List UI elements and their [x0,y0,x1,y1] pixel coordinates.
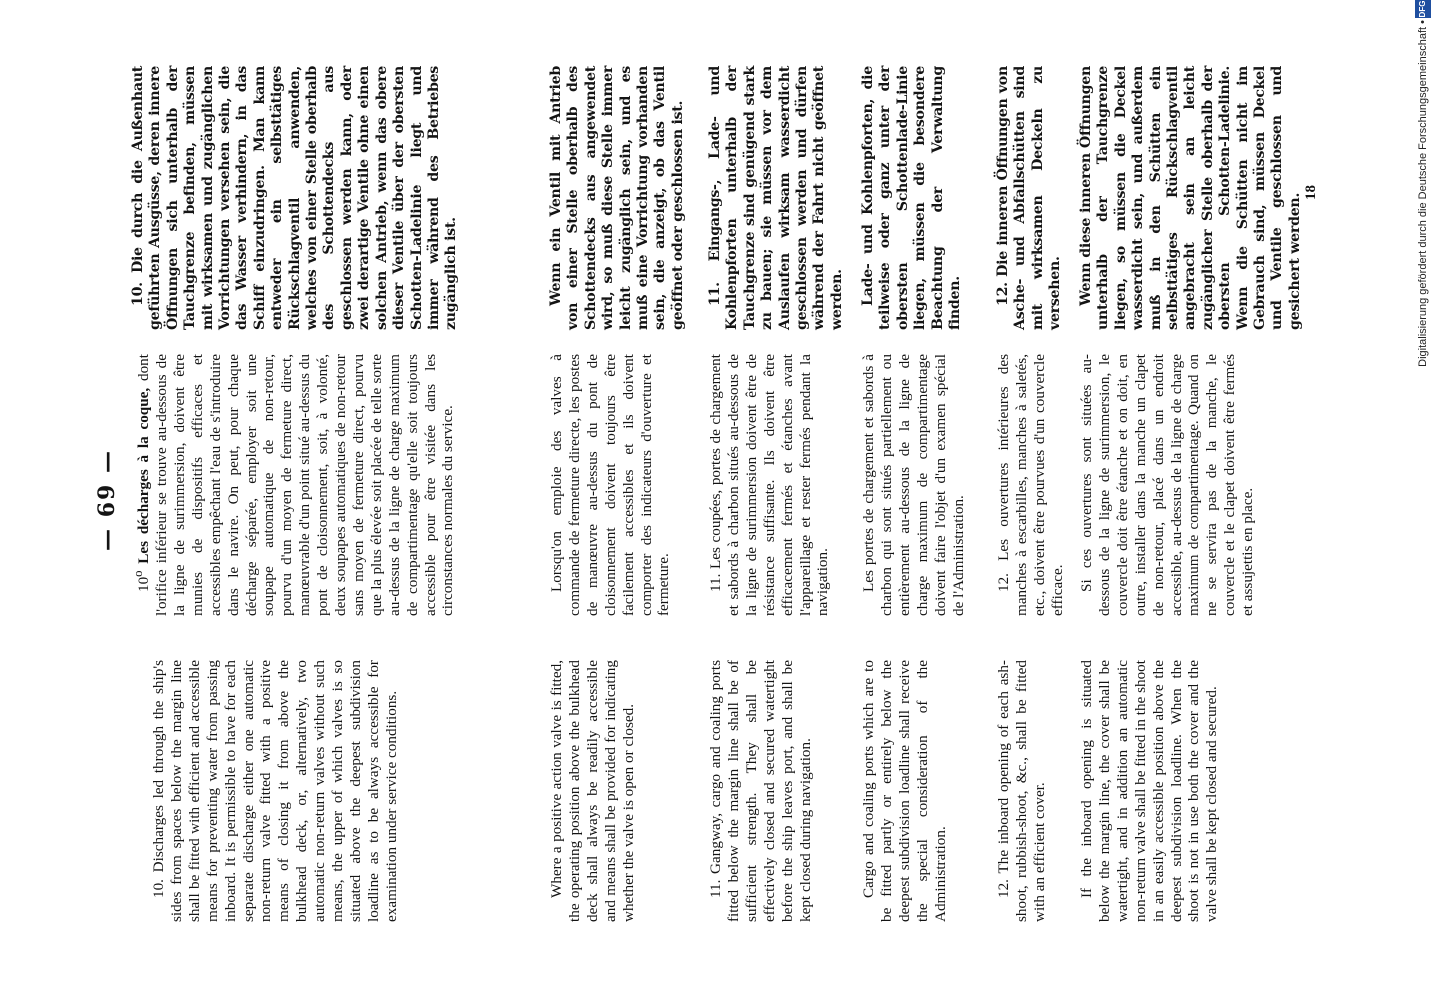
german-text-11: 11. Eingangs-, Lade- und Kohlenpforten unterhalb der Tauchgrenze sind genügend stark zu bauen; sie müssen vor dem Auslaufen wirksam wasserdicht geschlossen werden und dürfen während der Fahrt nicht geöffnet werden. [707,66,845,330]
german-para-12 [995,66,1065,330]
english-text-12b: If the inboard opening is situated below the margin line, the cover shall be watertight, and in addition an automatic non-return valve shall be fitted in the shoot in an easily accessible position above the deepest subdivision loadline. When the shoot is not in use both the cover and the valve shall be kept closed and secured. [1078,660,1221,922]
german-para-11b [860,66,964,330]
english-para-11b [860,660,950,922]
german-text-10 [130,66,461,330]
english-text-11: 11. Gangway, cargo and coaling ports fitted below the margin line shall be of sufficient strength. They shall be effectively closed and secured watertight before the ship leaves port, and shall be kept closed during navigation. [707,660,814,922]
english-para-12b [1078,660,1221,922]
english-text-10b: Where a positive action valve is fitted, the operating position above the bulkhead deck shall always be readily accessible and means shall be provided for indicating whether the valve is open or closed. [548,660,637,922]
french-num-sup-10: o [131,570,145,577]
french-head-10: Les décharges à la coque, [135,387,153,564]
english-text-12: 12. The inboard opening of each ash-shoot, rubbish-shoot, &c., shall be fitted with an efficient cover. [995,660,1048,922]
english-para-10b [548,660,638,922]
french-para-10b [548,354,673,616]
footer-number: 18 [1303,185,1319,200]
german-text-11b: Lade- und Kohlenpforten, die teilweise oder ganz unter der obersten Schottenlade-Linie liegen, müssen die besondere Beachtung der Verwaltung finden. [860,66,964,330]
german-text-12: 12. Die inneren Öffnungen von Asche- und Abfallschütten sind mit wirksamen Deckeln zu versehen. [995,66,1064,330]
english-text-11b: Cargo and coaling ports which are to be fitted partly or entirely below the deepest subdivision loadline shall receive the special consideration of the Administration. [860,660,949,922]
french-text-12b: Si ces ouvertures sont situées au-dessous de la ligne de surimmersion, le couvercle doit être étanche et on doit, en outre, installer dans la manche un clapet de non-retour, placé dans un endroit accessible, au-dessus de la ligne de charge maximum de compartimentage. Quand on ne se servira pas de la manche, le couvercle et le clapet doivent être fermés et assujettis en place. [1078,354,1257,616]
german-head-10: Die durch die Außenhaut geführten Ausgüsse, [130,66,164,330]
french-para-12 [995,354,1067,616]
french-para-10 [130,354,457,616]
french-para-11b [860,354,967,616]
digitization-note [1414,0,1434,1000]
french-text-10 [130,354,457,616]
page-number: — 69 — [94,449,120,551]
dfg-logo-icon: DFG [1415,0,1431,18]
french-num-10: 10 [135,576,153,592]
french-para-11 [707,354,832,616]
english-para-12 [995,660,1049,922]
german-text-10b: Wenn ein Ventil mit Antrieb von einer Stelle oberhalb des Schottendecks aus angewendet wird, so muß diese Stelle immer leicht zugänglich sein, und es muß eine Vorrichtung vorhanden sein, die anzeigt, ob das Ventil geöffnet oder geschlossen ist. [548,66,686,330]
digitization-text: Digitalisierung gefördert durch die Deutsche Forschungsgemeinschaft • [1417,20,1429,367]
german-body-10: deren innere Öffnungen sich unterhalb der Tauchgrenze befinden, müssen mit wirksamen und zugänglichen Vorrichtungen versehen sein, die das Wasser verhindern, in das Schiff einzudringen. Man kann entweder ein selbsttätiges Rückschlagventil anwenden, welches von einer Stelle oberhalb des Schottendecks aus geschlossen werden kann, oder zwei derartige Ventile ohne einen solchen Antrieb, wenn das obere dieser Ventile über der obersten Schotten-Ladelinie liegt und immer während des Betriebes zugänglich ist. [147,66,460,330]
german-text-12b: Wenn diese inneren Öffnungen unterhalb der Tauchgrenze liegen, so müssen die Deckel wasserdicht sein, und außerdem muß in den Schütten ein selbsttätiges Rückschlagventil angebracht sein an leicht zugänglicher Stelle oberhalb der obersten Schotten-Ladelinie. Wenn die Schütten nicht im Gebrauch sind, müssen Deckel und Ventile geschlossen und gesichert werden. [1078,66,1303,330]
german-para-10 [130,66,461,330]
french-text-12: 12. Les ouvertures intérieures des manches à escarbilles, manches à saletés, etc., doivent être pourvues d'un couvercle efficace. [995,354,1066,616]
english-para-11 [707,660,814,922]
german-para-12b [1078,66,1304,330]
german-para-10b [548,66,687,330]
french-text-11b: Les portes de chargement et sabords à charbon qui sont situés partiellement ou entièrement au-dessous de la ligne de charge maximum de compartimentage doivent faire l'objet d'un examen spécial de l'Administration. [860,354,967,616]
french-body-10: dont l'orifice inférieur se trouve au-dessous de la ligne de surimmersion, doivent être munies de dispositifs efficaces et accessibles empêchant l'eau de s'introduire dans le navire. On peut, pour chaque décharge séparée, employer soit une soupape automatique de non-retour, pourvu d'un moyen de fermeture direct, manœuvrable d'un point situé au-dessus du pont de cloisonnement, soit, à volonté, deux soupapes automatiques de non-retour sans moyen de fermeture direct, pourvu que la plus élevée soit placée de telle sorte au-dessus de la ligne de charge maximum de compartimentage qu'elle soit toujours accessible pour être visitée dans les circonstances normales du service. [135,353,457,616]
french-para-12b [1078,354,1257,616]
french-text-11: 11. Les coupées, portes de chargement et sabords à charbon situés au-dessous de la ligne de surimmersion doivent être de résistance suffisante. Ils doivent être efficacement fermés et étanches avant l'appareillage et rester fermés pendant la navigation. [707,354,832,616]
french-text-10b: Lorsqu'on emploie des valves à commande de fermeture directe, les postes de manœuvre au-dessus du pont de cloisonnement doivent toujours être facilement accessibles et ils doivent comporter des indicateurs d'ouverture et fermeture. [548,354,673,616]
english-para-10 [150,660,401,922]
german-para-11 [707,66,846,330]
german-num-10: 10. [130,282,146,306]
english-text-10: 10. Discharges led through the ship's sides from spaces below the margin line shall be fitted with efficient and accessible means for preventing water from passing inboard. It is permissible to have for each separate discharge either one automatic non-return valve fitted with a positive means of closing it from above the bulkhead deck, or, alternatively, two automatic non-return valves without such means, the upper of which valves is so situated above the deepest subdivision loadline as to be always accessible for examination under service conditions. [150,660,400,922]
